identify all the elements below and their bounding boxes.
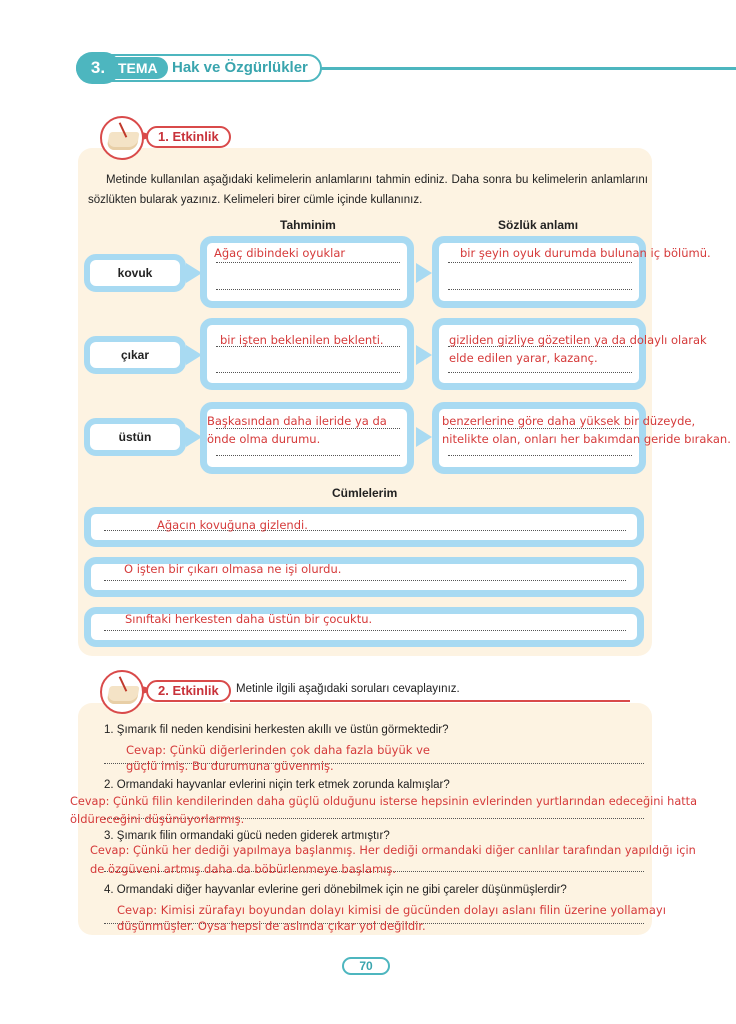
sentence-answer-3: Sınıftaki herkesten daha üstün bir çocuktu. <box>125 612 373 626</box>
question-4: 4. Ormandaki diğer hayvanlar evlerine geri dönebilmek için ne gibi çareler düşünmüşlerdir? <box>104 884 567 896</box>
dotted-line <box>448 372 632 373</box>
guess-box-cikar[interactable] <box>200 318 414 390</box>
dotted-line <box>448 455 632 456</box>
dotted-line <box>448 289 632 290</box>
word-box-ustun: üstün <box>84 418 186 456</box>
dotted-line <box>216 289 400 290</box>
activity1-instructions: Metinde kullanılan aşağıdaki kelimelerin anlamlarını tahmin ediniz. Daha sonra bu kelimelerin anlamlarını sözlükten bularak yazınız. Kelimeleri birer cümle içinde kullanınız. <box>88 174 648 206</box>
dotted-line <box>104 630 626 631</box>
dotted-line <box>448 262 632 263</box>
page-title: Hak ve Özgürlükler <box>172 59 308 76</box>
guess-answer-ustun: Başkasından daha ileride ya da önde olma durumu. <box>207 414 387 446</box>
answer-1-line1: Cevap: Çünkü diğerlerinden çok daha fazla büyük ve <box>126 743 430 757</box>
header-rule <box>318 67 736 70</box>
tema-number: 3. <box>76 52 120 84</box>
guess-answer-kovuk: Ağaç dibindeki oyuklar <box>214 246 346 260</box>
activity1-label: 1. Etkinlik <box>146 126 231 148</box>
answer-3-line1: Cevap: Çünkü her dediği yapılmaya başlanmış. Her dediği ormandaki diğer canlılar tarafından yapıldığı için <box>90 844 696 857</box>
column-header-guess: Tahminim <box>280 218 336 232</box>
answer-1-line2: güçlü imiş. Bu durumuna güvenmiş. <box>126 759 334 773</box>
sentences-title: Cümlelerim <box>332 486 398 500</box>
dotted-line <box>216 372 400 373</box>
word-box-cikar: çıkar <box>84 336 186 374</box>
word-box-kovuk: kovuk <box>84 254 186 292</box>
open-book-pen-icon <box>100 116 144 160</box>
answer-2-line2: öldüreceğini düşünüyorlarmış. <box>70 812 245 826</box>
sentence-answer-1: Ağacın kovuğuna gizlendi. <box>157 518 308 532</box>
tema-label: TEMA <box>114 57 168 79</box>
dotted-line <box>216 262 400 263</box>
question-2: 2. Ormandaki hayvanlar evlerini niçin terk etmek zorunda kalmışlar? <box>104 779 450 791</box>
column-header-dictionary: Sözlük anlamı <box>498 218 579 232</box>
dictionary-answer-kovuk: bir şeyin oyuk durumda bulunan iç bölümü. <box>460 246 711 260</box>
dictionary-answer-ustun: benzerlerine göre daha yüksek bir düzeyde, nitelikte olan, onları her bakımdan geride bırakan. <box>442 414 731 446</box>
activity2-rule <box>230 700 630 702</box>
question-3: 3. Şımarık filin ormandaki gücü neden giderek artmıştır? <box>104 830 390 842</box>
answer-4-line1: Cevap: Kimisi zürafayı boyundan dolayı kimisi de gücünden dolayı aslanı filin üzerine yollamayı <box>117 903 666 917</box>
open-book-pen-icon <box>100 670 144 714</box>
dotted-line <box>104 580 626 581</box>
dotted-line <box>216 455 400 456</box>
answer-2-line1: Cevap: Çünkü filin kendilerinden daha güçlü olduğunu isterse hepsinin evlerinden yurtlarından edeceğini hatta <box>70 795 698 808</box>
activity2-instructions: Metinle ilgili aşağıdaki soruları cevaplayınız. <box>236 683 460 695</box>
page-number: 70 <box>342 957 390 975</box>
guess-answer-cikar: bir işten beklenilen beklenti. <box>220 333 384 347</box>
answer-3-line2: de özgüveni artmış daha da böbürlenmeye başlamış. <box>90 862 397 876</box>
question-1: 1. Şımarık fil neden kendisini herkesten akıllı ve üstün görmektedir? <box>104 724 449 736</box>
answer-4-line2: düşünmüşler. Oysa hepsi de aslında çıkar yol değildir. <box>117 919 426 933</box>
dictionary-answer-cikar: gizliden gizliye gözetilen ya da dolaylı olarak elde edilen yarar, kazanç. <box>449 333 707 365</box>
activity2-label: 2. Etkinlik <box>146 680 231 702</box>
sentence-answer-2: O işten bir çıkarı olmasa ne işi olurdu. <box>124 562 342 576</box>
